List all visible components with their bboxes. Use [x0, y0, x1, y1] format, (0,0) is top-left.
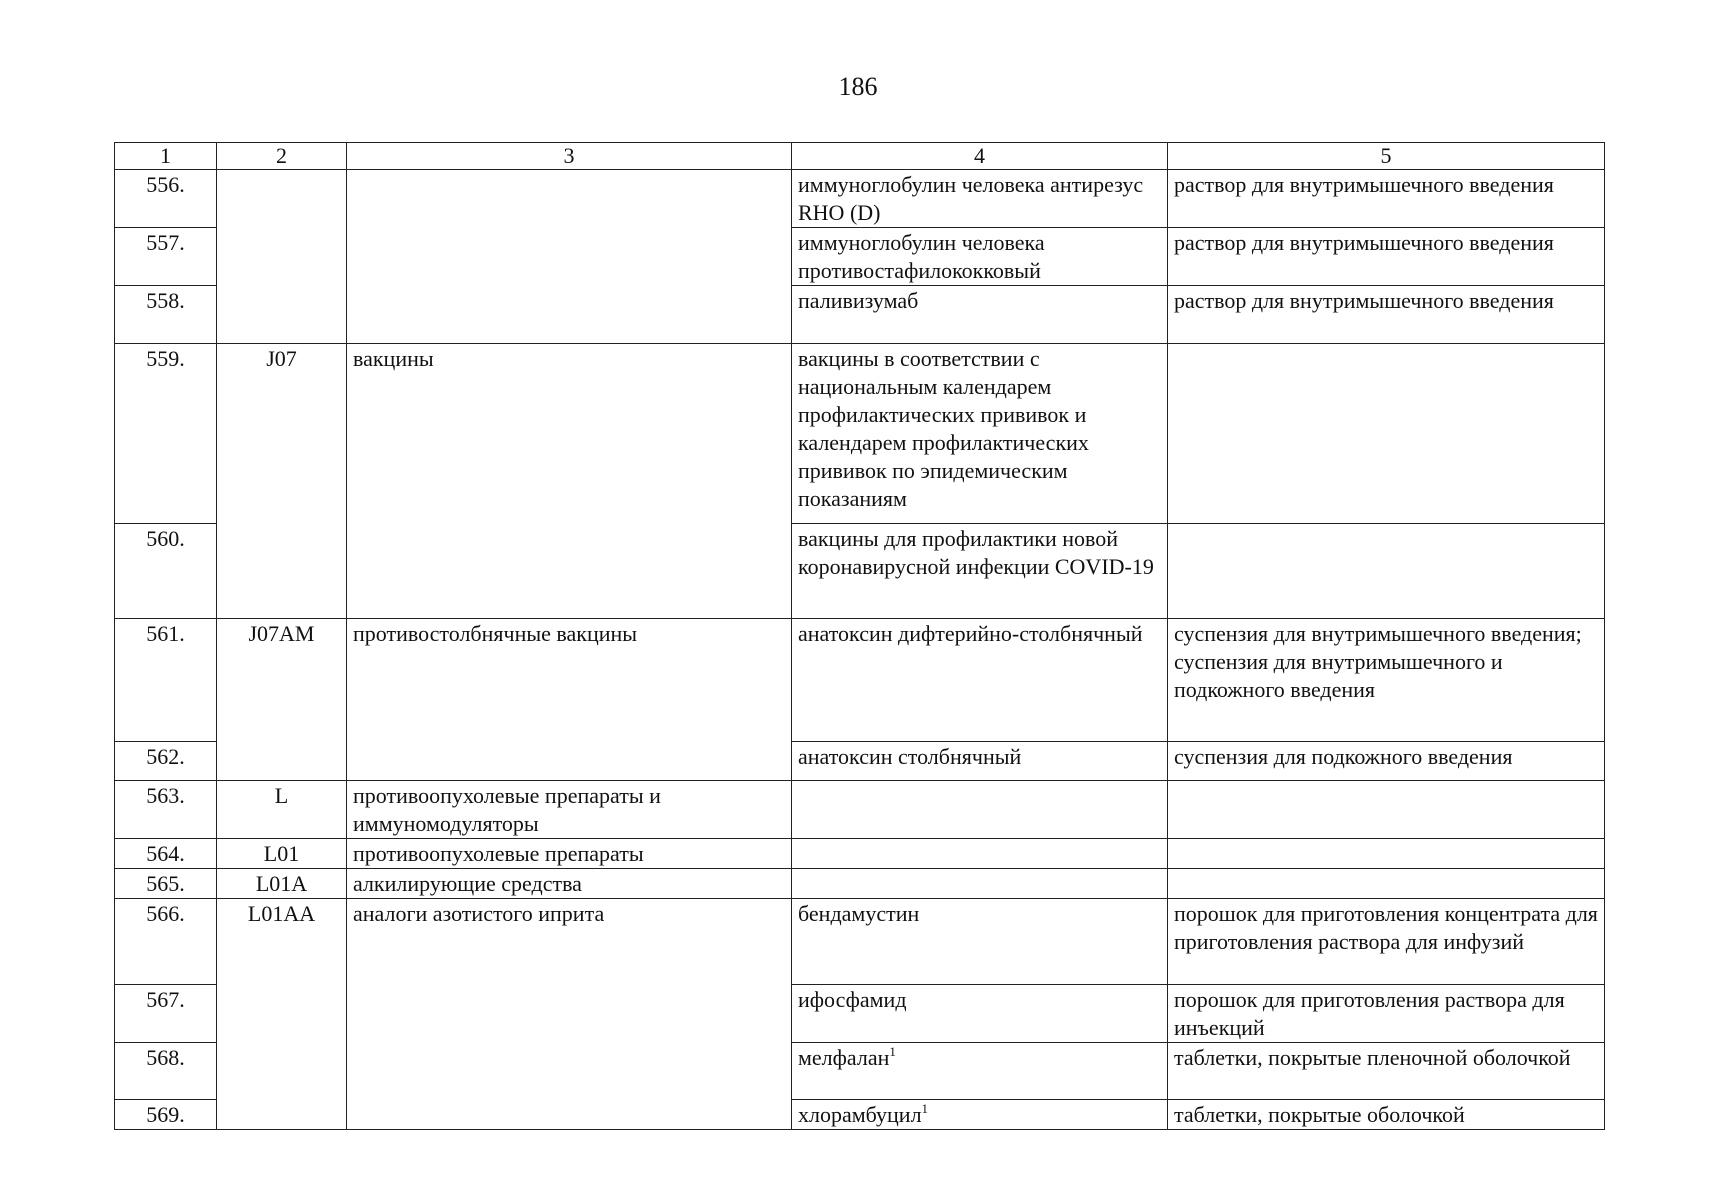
atc-code: L01: [217, 839, 347, 869]
row-number: 558.: [115, 286, 217, 344]
atc-code: [217, 170, 347, 344]
dosage-form-line: суспензия для внутримышечного и подкожного введения: [1174, 649, 1503, 702]
table-row: [115, 781, 1605, 839]
row-number: 560.: [115, 524, 217, 619]
atc-group: вакцины: [347, 344, 792, 619]
atc-group: противоопухолевые препараты и иммуномодуляторы: [347, 781, 792, 839]
header-row: [115, 143, 1605, 170]
drug-name-text: мелфалан: [798, 1045, 890, 1070]
dosage-form: раствор для внутримышечного введения: [1168, 286, 1605, 344]
row-number: 566.: [115, 899, 217, 985]
dosage-form: суспензия для подкожного введения: [1168, 742, 1605, 781]
row-number: 565.: [115, 869, 217, 899]
drug-name: вакцины в соответствии с национальным календарем профилактических прививок и календарем профилактических прививок по эпидемическим показаниям: [792, 344, 1168, 524]
row-number: 559.: [115, 344, 217, 524]
drug-name: [792, 1043, 1168, 1100]
atc-group: противостолбнячные вакцины: [347, 619, 792, 781]
table-row: [115, 344, 1605, 524]
table-row: [115, 170, 1605, 228]
atc-group: [347, 170, 792, 344]
atc-group: аналоги азотистого иприта: [347, 899, 792, 1130]
col-header-5: 5: [1168, 143, 1605, 170]
atc-code: J07AM: [217, 619, 347, 781]
col-header-4: 4: [792, 143, 1168, 170]
drug-name: анатоксин столбнячный: [792, 742, 1168, 781]
dosage-form: раствор для внутримышечного введения: [1168, 170, 1605, 228]
table-row: [115, 869, 1605, 899]
table-row: [115, 899, 1605, 985]
page-number: 186: [838, 72, 878, 101]
atc-code: L01AA: [217, 899, 347, 1130]
col-header-1: 1: [115, 143, 217, 170]
drug-name: иммуноглобулин человека антирезус RHO (D): [792, 170, 1168, 228]
table-row: [115, 839, 1605, 869]
drug-name: вакцины для профилактики новой коронавирусной инфекции COVID-19: [792, 524, 1168, 619]
atc-code: L01A: [217, 869, 347, 899]
drug-name: бендамустин: [792, 899, 1168, 985]
row-number: 556.: [115, 170, 217, 228]
row-number: 564.: [115, 839, 217, 869]
dosage-form: таблетки, покрытые пленочной оболочкой: [1168, 1043, 1605, 1100]
drug-name: анатоксин дифтерийно-столбнячный: [792, 619, 1168, 742]
dosage-form: [1168, 839, 1605, 869]
row-number: 557.: [115, 228, 217, 286]
medications-table: [114, 142, 1605, 1130]
row-number: 561.: [115, 619, 217, 742]
table-row: [115, 619, 1605, 742]
col-header-3: 3: [347, 143, 792, 170]
dosage-form: [1168, 869, 1605, 899]
dosage-form-line: суспензия для внутримышечного введения;: [1174, 621, 1582, 646]
dosage-form: [1168, 524, 1605, 619]
footnote-marker: 1: [921, 1101, 929, 1116]
row-number: 568.: [115, 1043, 217, 1100]
drug-name-text: хлорамбуцил: [798, 1102, 922, 1127]
row-number: 563.: [115, 781, 217, 839]
dosage-form: порошок для приготовления концентрата для приготовления раствора для инфузий: [1168, 899, 1605, 985]
col-header-2: 2: [217, 143, 347, 170]
drug-name: [792, 1100, 1168, 1130]
drug-name: ифосфамид: [792, 985, 1168, 1043]
drug-name: [792, 781, 1168, 839]
row-number: 567.: [115, 985, 217, 1043]
drug-name: паливизумаб: [792, 286, 1168, 344]
atc-code: J07: [217, 344, 347, 619]
atc-group: алкилирующие средства: [347, 869, 792, 899]
row-number: 569.: [115, 1100, 217, 1130]
dosage-form: [1168, 619, 1605, 742]
dosage-form: таблетки, покрытые оболочкой: [1168, 1100, 1605, 1130]
dosage-form: [1168, 344, 1605, 524]
atc-group: противоопухолевые препараты: [347, 839, 792, 869]
drug-name: [792, 869, 1168, 899]
row-number: 562.: [115, 742, 217, 781]
atc-code: L: [217, 781, 347, 839]
dosage-form: порошок для приготовления раствора для инъекций: [1168, 985, 1605, 1043]
dosage-form: [1168, 781, 1605, 839]
dosage-form: раствор для внутримышечного введения: [1168, 228, 1605, 286]
drug-name: [792, 839, 1168, 869]
drug-name: иммуноглобулин человека противостафилококковый: [792, 228, 1168, 286]
footnote-marker: 1: [889, 1044, 896, 1059]
